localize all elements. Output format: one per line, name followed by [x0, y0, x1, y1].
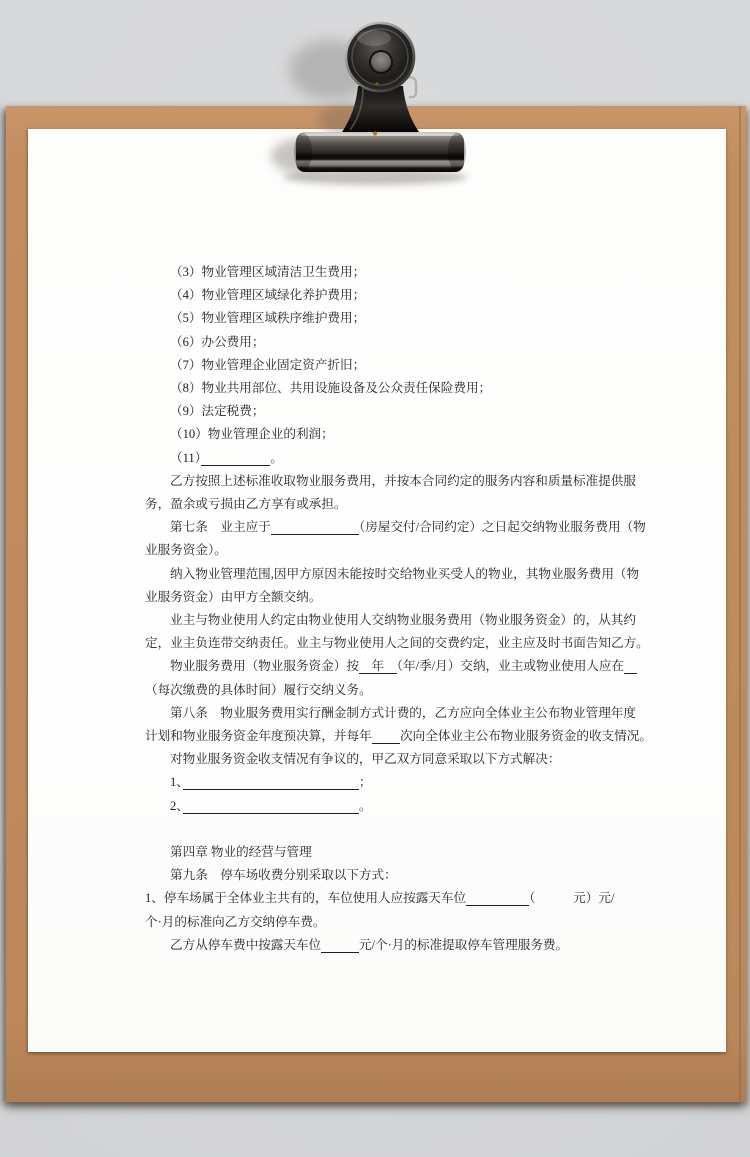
- clip-bar: [296, 132, 464, 172]
- doc-line: [145, 818, 631, 841]
- blank-underline: [321, 938, 359, 953]
- doc-text: （每次缴费的具体时间）履行交纳义务。: [145, 682, 372, 697]
- doc-line: [145, 609, 636, 632]
- doc-text: 元/个·月的标准提取停车管理服务费。: [358, 937, 569, 952]
- doc-line: [145, 725, 652, 748]
- contract-text: [145, 261, 652, 957]
- doc-line: [145, 841, 631, 864]
- doc-text: （10）物业管理企业的利润；: [170, 427, 334, 442]
- blank-underline: [183, 799, 359, 814]
- doc-text: （3）物业管理区域清洁卫生费用；: [170, 265, 366, 279]
- clip-rivet-icon: [373, 132, 377, 136]
- doc-text: （4）物业管理区域绿化养护费用；: [170, 288, 366, 303]
- doc-line: [145, 354, 631, 377]
- doc-line: [145, 911, 631, 934]
- doc-text: 务，盈余或亏损由乙方享有或承担。: [145, 497, 347, 512]
- doc-line: [145, 655, 631, 678]
- doc-text: 业主与物业使用人约定由物业使用人交纳物业服务费用（物业服务资金）的，从其约: [170, 613, 636, 628]
- doc-text: 第四章 物业的经营与管理: [170, 845, 312, 860]
- doc-line: [145, 400, 631, 423]
- doc-line: [145, 679, 631, 702]
- doc-text: 计划和物业服务资金年度预决算，并每年: [145, 729, 372, 744]
- doc-text: （7）物业管理企业固定资产折旧；: [170, 357, 366, 372]
- doc-line: [145, 307, 631, 330]
- doc-line: [145, 539, 631, 562]
- doc-line: [145, 563, 640, 586]
- doc-line: [145, 748, 631, 771]
- doc-text: 业服务资金）由甲方全额交纳。: [145, 589, 322, 604]
- doc-line: [145, 284, 631, 307]
- doc-text: （年/季/月）交纳，业主或物业使用人应在: [396, 659, 625, 674]
- clipboard-board: [6, 106, 746, 1102]
- doc-text: 次向全体业主公布物业服务资金的收支情况。: [400, 729, 652, 744]
- doc-text: 物业服务费用（物业服务资金）按: [170, 659, 359, 674]
- blank-underline: [372, 729, 400, 744]
- doc-line: [145, 771, 631, 794]
- doc-line: [145, 261, 631, 284]
- doc-text: 第九条 停车场收费分别采取以下方式：: [170, 868, 397, 883]
- clip-hole: [370, 51, 392, 73]
- doc-text: （房屋交付/合同约定）之日起交纳物业服务费用（物: [358, 520, 646, 535]
- doc-text: 。: [270, 450, 283, 465]
- doc-text: 第八条 物业服务费用实行酬金制方式计费的，乙方应向全体业主公布物业管理年度: [170, 705, 636, 720]
- doc-line: [145, 586, 631, 609]
- doc-text: 定，业主负连带交纳责任。业主与物业使用人之间的交费约定，业主应及时书面告知乙方。: [145, 636, 649, 651]
- doc-line: [145, 934, 631, 957]
- doc-line: [145, 632, 649, 655]
- doc-text: （ 元）元/: [529, 891, 615, 906]
- doc-text: 纳入物业管理范围,因甲方原因未能按时交给物业买受人的物业，其物业服务费用（物: [170, 566, 640, 581]
- doc-text: 1、停车场属于全体业主共有的，车位使用人应按露天车位: [145, 891, 467, 906]
- doc-text: 第七条 业主应于: [170, 520, 271, 535]
- doc-line: [145, 864, 631, 887]
- doc-text: 业服务资金）。: [145, 543, 227, 558]
- doc-line: [145, 470, 636, 493]
- doc-line: [145, 702, 636, 725]
- doc-line: [145, 493, 631, 516]
- doc-text: 。: [358, 798, 372, 813]
- doc-text: 乙方从停车费中按露天车位: [170, 937, 322, 952]
- doc-line: [145, 423, 631, 446]
- binder-clip: [253, 8, 513, 218]
- doc-line: [145, 377, 631, 400]
- doc-line: [145, 447, 631, 470]
- doc-text: （11）: [170, 450, 202, 465]
- blank-underline: [183, 775, 359, 790]
- doc-text: 对物业服务资金收支情况有争议的，甲乙双方同意采取以下方式解决：: [170, 752, 561, 767]
- doc-text: （5）物业管理区域秩序维护费用；: [170, 311, 366, 326]
- blank-underline: [624, 659, 637, 674]
- doc-text: 2、: [170, 798, 183, 813]
- doc-line: [145, 887, 631, 910]
- blank-underline: [466, 891, 529, 906]
- doc-text: 乙方按照上述标准收取物业服务费用，并按本合同约定的服务内容和质量标准提供服: [170, 473, 636, 488]
- blank-underline: [201, 451, 270, 466]
- doc-line: [145, 516, 646, 539]
- doc-text: 1、: [170, 775, 183, 790]
- doc-text: （6）办公费用；: [170, 334, 265, 349]
- doc-line: [145, 331, 631, 354]
- doc-line: [145, 795, 631, 818]
- doc-text: （8）物业共用部位、共用设施设备及公众责任保险费用；: [170, 381, 492, 396]
- doc-text: ；: [358, 775, 372, 790]
- doc-text: 个·月的标准向乙方交纳停车费。: [145, 914, 326, 929]
- blank-underline: 年: [358, 659, 397, 674]
- doc-text: （9）法定税费；: [170, 404, 265, 419]
- contract-paper: [28, 129, 726, 1052]
- clip-wire-loop-icon: [406, 77, 416, 97]
- blank-underline: [271, 520, 359, 535]
